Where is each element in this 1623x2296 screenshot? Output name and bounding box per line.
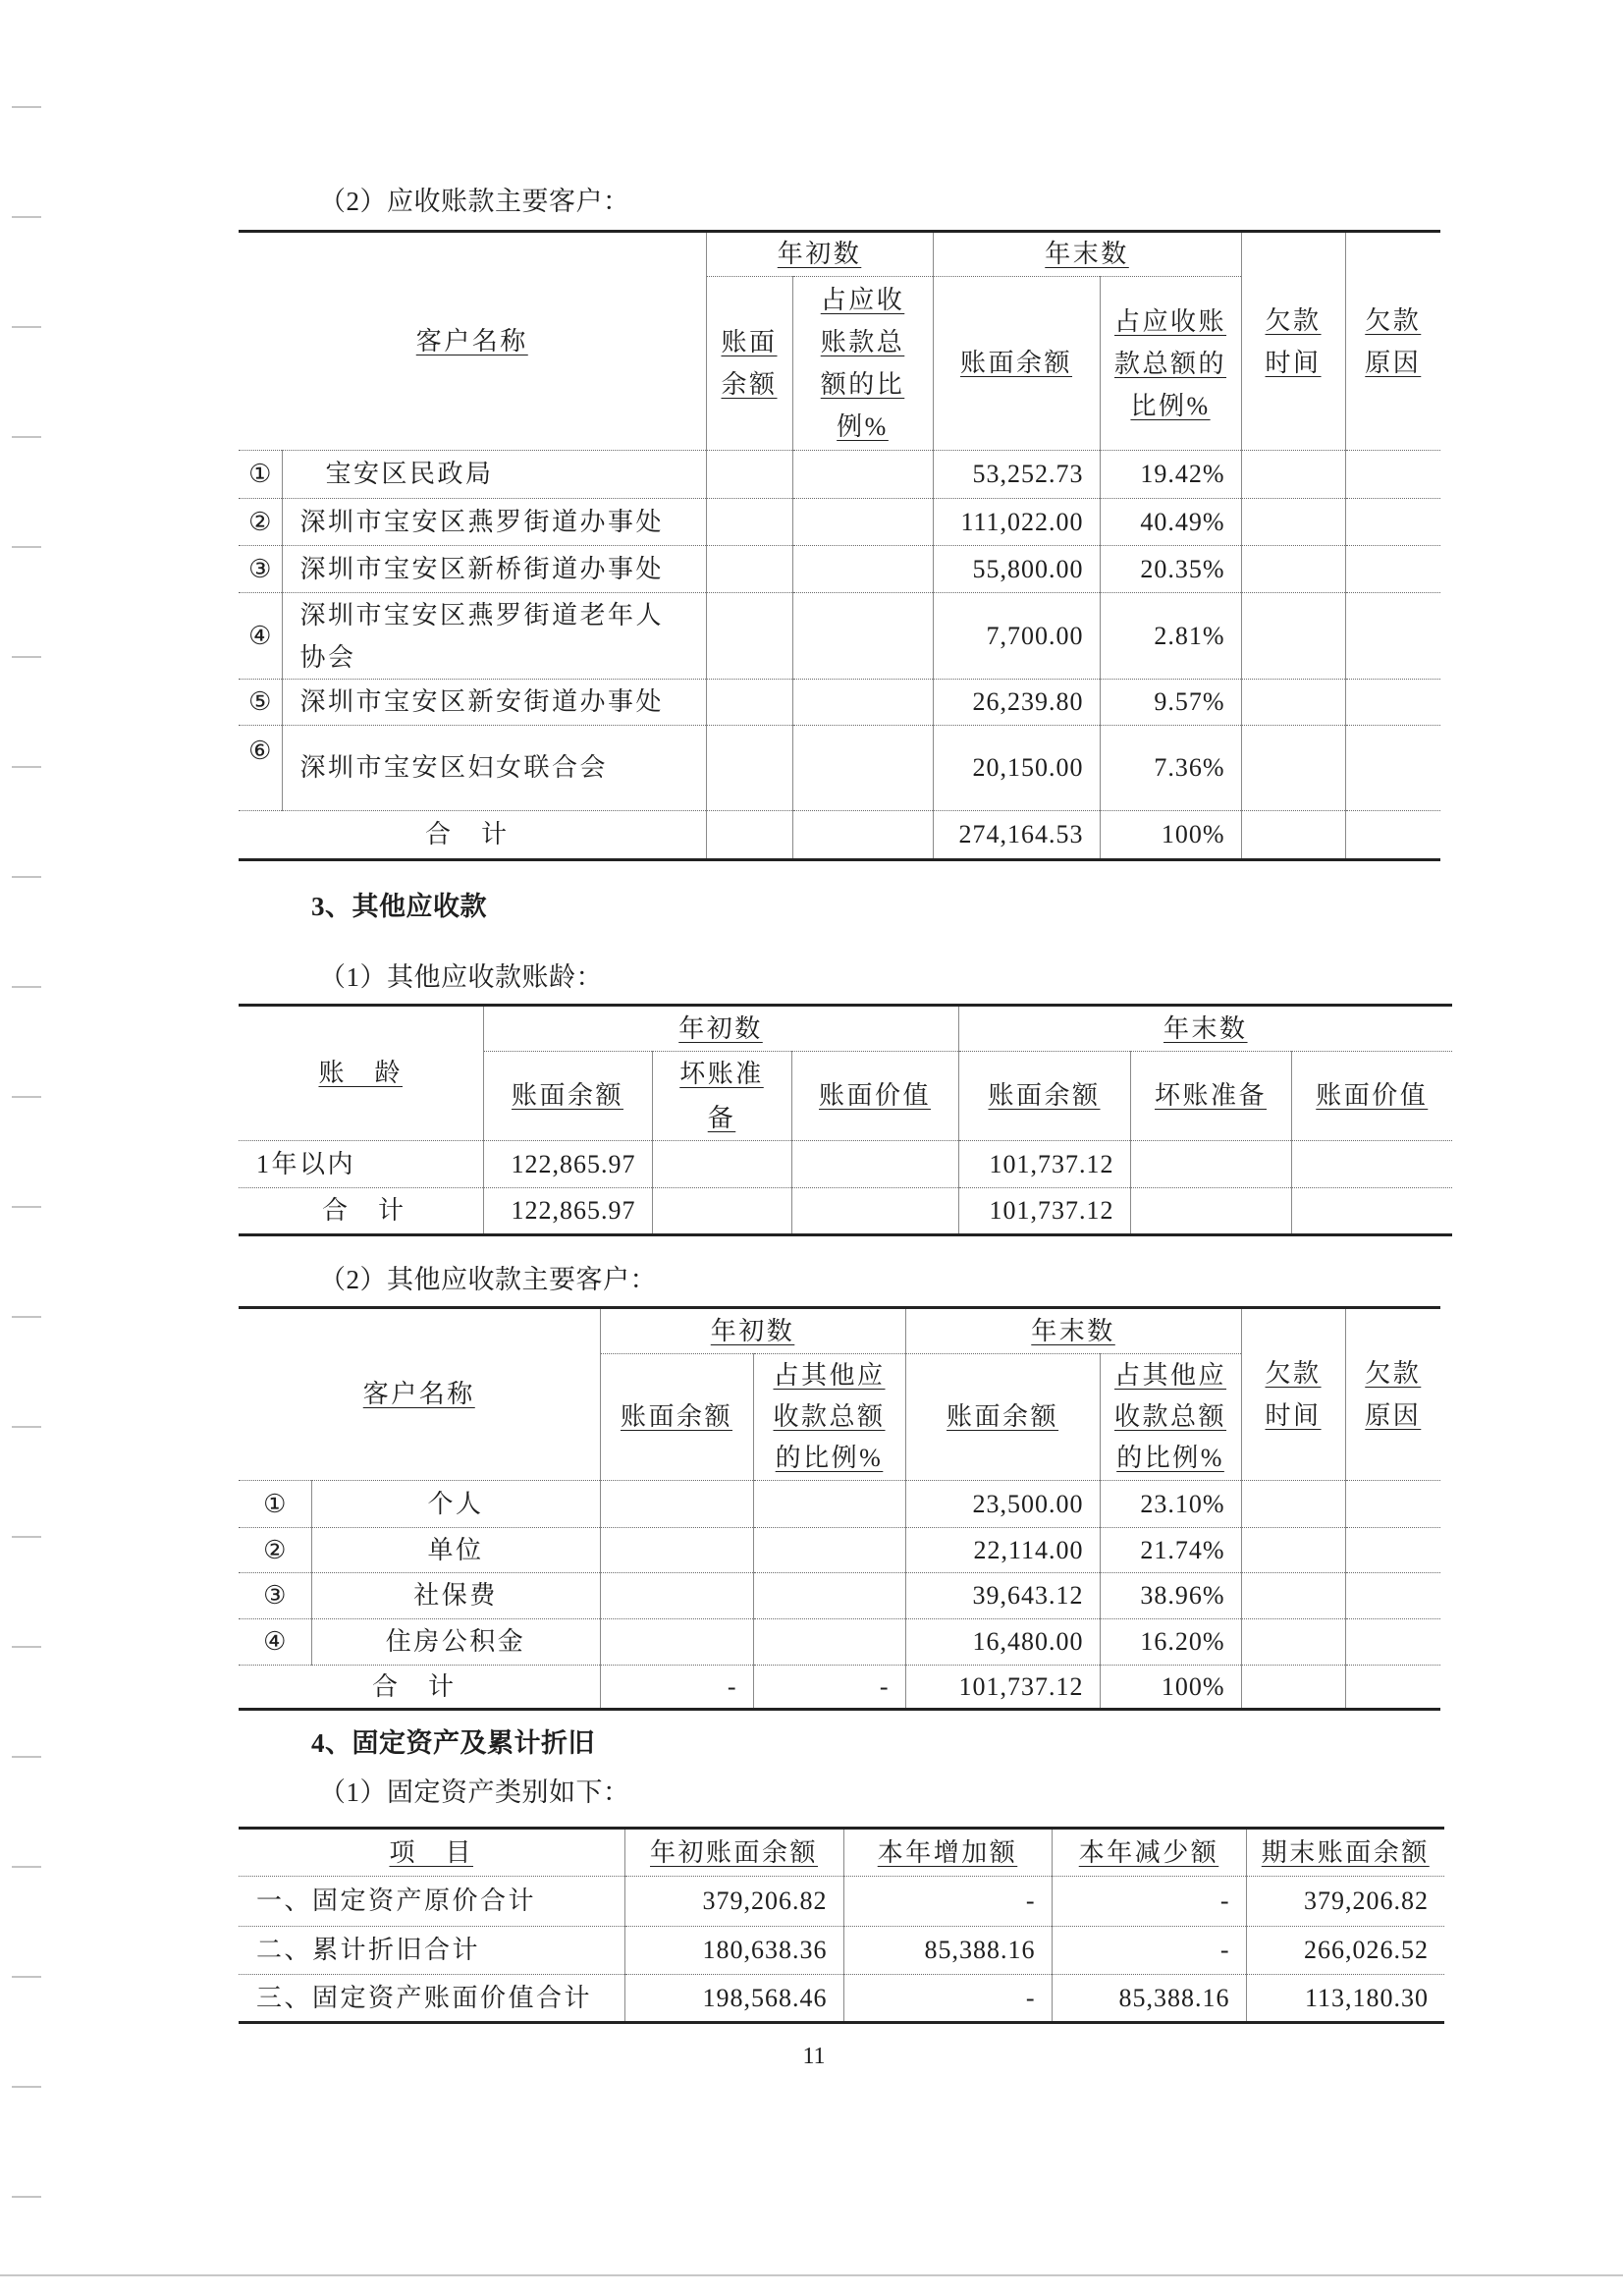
header-opening-bad-debt-label: 坏账准备 [679, 1060, 764, 1132]
closing-balance: 39,643.12 [905, 1573, 1100, 1619]
header-opening-label: 年初数 [678, 1013, 763, 1043]
closing-bad-debt-cell [1130, 1188, 1291, 1235]
header-opening-ratio-label: 占应收账款总额的比例% [820, 286, 905, 441]
total-closing-balance: 101,737.12 [905, 1666, 1100, 1710]
table-row [239, 1927, 1444, 1975]
other-receivables-customers-table [239, 1306, 1440, 1711]
opening-book-value-cell [791, 1188, 958, 1235]
header-closing-bad-debt-label: 坏账准备 [1155, 1081, 1268, 1110]
header-customer-name-label: 客户名称 [415, 326, 528, 355]
page-bottom-edge [0, 2274, 1623, 2276]
header-row [239, 1829, 1444, 1877]
closing-ratio: 23.10% [1100, 1481, 1241, 1528]
arrears-reason-cell [1345, 680, 1440, 726]
header-customer-name [239, 232, 706, 451]
header-closing-book-value [1291, 1052, 1452, 1141]
other-receivables-aging-caption: （1）其他应收款账龄： [319, 962, 603, 992]
header-closing-ratio [1100, 277, 1241, 451]
binding-hole-marks [12, 0, 41, 2296]
closing-ratio: 20.35% [1100, 546, 1241, 593]
closing-ratio: 19.42% [1100, 451, 1241, 499]
opening-balance-cell [706, 593, 792, 680]
customer-name: 住房公积金 [311, 1619, 600, 1666]
table-row [239, 546, 1440, 593]
table-row [239, 680, 1440, 726]
header-opening-balance [483, 1052, 652, 1141]
header-increase [843, 1829, 1052, 1877]
arrears-time-cell [1241, 546, 1345, 593]
header-arrears-reason-label: 欠款原因 [1365, 1359, 1422, 1430]
increase-value: 85,388.16 [843, 1927, 1052, 1975]
opening-balance-cell [706, 451, 792, 499]
closing-balance: 7,700.00 [933, 593, 1100, 680]
arrears-time-cell [1241, 726, 1345, 811]
closing-balance: 55,800.00 [933, 546, 1100, 593]
header-arrears-reason [1345, 1308, 1440, 1481]
total-row [239, 1188, 1452, 1235]
other-receivables-heading: 3、其他应收款 [311, 892, 487, 921]
opening-value: 180,638.36 [624, 1927, 843, 1975]
arrears-reason-cell [1345, 451, 1440, 499]
header-opening-balance-label: 账面余额 [721, 328, 778, 399]
opening-ratio-cell [792, 546, 933, 593]
total-opening-balance: 122,865.97 [483, 1188, 652, 1235]
opening-balance-cell [706, 811, 792, 860]
customer-name: 社保费 [311, 1573, 600, 1619]
total-closing-balance: 101,737.12 [958, 1188, 1130, 1235]
header-opening-label: 年初账面余额 [649, 1837, 818, 1867]
row-index: ① [239, 1481, 311, 1528]
header-closing [1246, 1829, 1444, 1877]
header-closing-balance-label: 账面余额 [947, 1402, 1059, 1431]
header-closing [905, 1308, 1241, 1354]
arrears-reason-cell [1345, 811, 1440, 860]
customer-name: 深圳市宝安区新安街道办事处 [282, 680, 706, 726]
header-closing-label: 年末数 [1163, 1013, 1248, 1043]
opening-ratio-cell [792, 726, 933, 811]
opening-ratio-cell [792, 499, 933, 546]
decrease-value: - [1052, 1877, 1246, 1927]
table-row [239, 726, 1440, 811]
header-closing-balance-label: 账面余额 [988, 1081, 1101, 1110]
arrears-time-cell [1241, 1528, 1345, 1573]
arrears-reason-cell [1345, 1481, 1440, 1528]
aging-label: 1年以内 [239, 1141, 483, 1188]
header-opening-label: 年初数 [777, 240, 862, 268]
header-opening-balance [600, 1354, 753, 1481]
row-index: ⑥ [239, 726, 282, 811]
header-closing-balance-label: 账面余额 [960, 349, 1073, 377]
header-closing-ratio-label: 占应收账款总额的比例% [1114, 306, 1227, 420]
opening-bad-debt-cell [652, 1141, 791, 1188]
customer-name: 深圳市宝安区燕罗街道老年人协会 [282, 593, 706, 680]
table-row [239, 1877, 1444, 1927]
header-opening-balance-label: 账面余额 [621, 1402, 733, 1431]
arrears-time-cell [1241, 1481, 1345, 1528]
opening-ratio-cell [792, 593, 933, 680]
header-customer-name-label: 客户名称 [362, 1380, 475, 1408]
header-closing-balance [958, 1052, 1130, 1141]
closing-balance: 111,022.00 [933, 499, 1100, 546]
header-closing-bad-debt [1130, 1052, 1291, 1141]
header-closing-balance [933, 277, 1100, 451]
header-opening [624, 1829, 843, 1877]
arrears-reason-cell [1345, 499, 1440, 546]
opening-value: 379,206.82 [624, 1877, 843, 1927]
header-aging [239, 1006, 483, 1141]
fixed-assets-heading: 4、固定资产及累计折旧 [311, 1728, 595, 1758]
increase-value: - [843, 1877, 1052, 1927]
table-row [239, 1619, 1440, 1666]
opening-balance-cell [600, 1481, 753, 1528]
closing-balance: 101,737.12 [958, 1141, 1130, 1188]
table-row [239, 1573, 1440, 1619]
header-closing-label: 期末账面余额 [1261, 1837, 1430, 1867]
arrears-reason-cell [1345, 726, 1440, 811]
header-opening-balance [706, 277, 792, 451]
header-decrease [1052, 1829, 1246, 1877]
total-label: 合 计 [239, 1666, 600, 1710]
other-receivables-aging-table [239, 1004, 1452, 1236]
receivables-customers-table [239, 230, 1440, 861]
customer-name: 深圳市宝安区妇女联合会 [282, 726, 706, 811]
header-opening-ratio [753, 1354, 905, 1481]
row-index: ① [239, 451, 282, 499]
decrease-value: - [1052, 1927, 1246, 1975]
item-label: 二、累计折旧合计 [239, 1927, 624, 1975]
closing-book-value-cell [1291, 1188, 1452, 1235]
header-arrears-reason [1345, 232, 1440, 451]
row-index: ② [239, 499, 282, 546]
header-closing-ratio [1100, 1354, 1241, 1481]
header-arrears-time [1241, 1308, 1345, 1481]
header-aging-label: 账 龄 [318, 1059, 403, 1087]
customer-name: 个人 [311, 1481, 600, 1528]
closing-ratio: 2.81% [1100, 593, 1241, 680]
header-item [239, 1829, 624, 1877]
header-opening-balance-label: 账面余额 [511, 1081, 623, 1110]
total-label: 合 计 [239, 1188, 483, 1235]
closing-value: 266,026.52 [1246, 1927, 1444, 1975]
total-opening-balance: - [600, 1666, 753, 1710]
row-index: ④ [239, 593, 282, 680]
header-row [239, 1006, 1452, 1052]
arrears-time-cell [1241, 680, 1345, 726]
arrears-time-cell [1241, 811, 1345, 860]
header-opening-book-value-label: 账面价值 [819, 1081, 932, 1110]
header-arrears-time [1241, 232, 1345, 451]
opening-value: 198,568.46 [624, 1975, 843, 2023]
opening-ratio-cell [753, 1573, 905, 1619]
arrears-reason-cell [1345, 546, 1440, 593]
total-closing-ratio: 100% [1100, 1666, 1241, 1710]
table-row [239, 451, 1440, 499]
header-closing [933, 232, 1241, 277]
opening-bad-debt-cell [652, 1188, 791, 1235]
closing-ratio: 21.74% [1100, 1528, 1241, 1573]
receivables-customers-caption: （2）应收账款主要客户： [319, 187, 630, 216]
closing-balance: 20,150.00 [933, 726, 1100, 811]
closing-balance: 26,239.80 [933, 680, 1100, 726]
arrears-time-cell [1241, 1666, 1345, 1710]
table-row [239, 1528, 1440, 1573]
total-label: 合 计 [239, 811, 706, 860]
customer-name: 深圳市宝安区燕罗街道办事处 [282, 499, 706, 546]
item-label: 三、固定资产账面价值合计 [239, 1975, 624, 2023]
total-opening-ratio: - [753, 1666, 905, 1710]
arrears-time-cell [1241, 593, 1345, 680]
header-arrears-reason-label: 欠款原因 [1365, 305, 1422, 377]
row-index: ③ [239, 546, 282, 593]
closing-bad-debt-cell [1130, 1141, 1291, 1188]
increase-value: - [843, 1975, 1052, 2023]
header-opening [600, 1308, 905, 1354]
header-closing-book-value-label: 账面价值 [1316, 1081, 1429, 1110]
opening-balance-cell [600, 1573, 753, 1619]
header-item-label: 项 目 [389, 1837, 473, 1867]
arrears-time-cell [1241, 499, 1345, 546]
table-row [239, 499, 1440, 546]
table-row [239, 1141, 1452, 1188]
opening-ratio-cell [792, 451, 933, 499]
opening-balance-cell [600, 1528, 753, 1573]
arrears-reason-cell [1345, 1528, 1440, 1573]
header-opening-ratio-label: 占其他应收款总额的比例% [773, 1361, 886, 1472]
header-row [239, 1308, 1440, 1354]
header-opening-label: 年初数 [710, 1316, 795, 1345]
opening-ratio-cell [792, 811, 933, 860]
total-row [239, 1666, 1440, 1710]
header-closing-balance [905, 1354, 1100, 1481]
row-index: ⑤ [239, 680, 282, 726]
header-opening-bad-debt [652, 1052, 791, 1141]
opening-balance-cell [706, 680, 792, 726]
arrears-reason-cell [1345, 1666, 1440, 1710]
closing-value: 113,180.30 [1246, 1975, 1444, 2023]
table-row [239, 1481, 1440, 1528]
opening-balance-cell [706, 726, 792, 811]
opening-ratio-cell [753, 1619, 905, 1666]
closing-ratio: 7.36% [1100, 726, 1241, 811]
header-row [239, 232, 1440, 277]
table-row [239, 1975, 1444, 2023]
item-label: 一、固定资产原价合计 [239, 1877, 624, 1927]
header-decrease-label: 本年减少额 [1078, 1837, 1219, 1867]
header-arrears-time-label: 欠款时间 [1265, 1359, 1322, 1430]
customer-name: 深圳市宝安区新桥街道办事处 [282, 546, 706, 593]
fixed-assets-table [239, 1827, 1444, 2024]
closing-ratio: 9.57% [1100, 680, 1241, 726]
opening-ratio-cell [753, 1481, 905, 1528]
closing-balance: 22,114.00 [905, 1528, 1100, 1573]
opening-balance-cell [706, 546, 792, 593]
fixed-assets-categories-caption: （1）固定资产类别如下： [319, 1777, 630, 1807]
decrease-value: 85,388.16 [1052, 1975, 1246, 2023]
header-opening [706, 232, 933, 277]
header-arrears-time-label: 欠款时间 [1265, 305, 1322, 377]
row-index: ③ [239, 1573, 311, 1619]
header-customer-name [239, 1308, 600, 1481]
arrears-time-cell [1241, 1619, 1345, 1666]
total-closing-ratio: 100% [1100, 811, 1241, 860]
opening-book-value-cell [791, 1141, 958, 1188]
arrears-time-cell [1241, 451, 1345, 499]
table-row [239, 593, 1440, 680]
opening-balance-cell [706, 499, 792, 546]
total-row [239, 811, 1440, 860]
arrears-reason-cell [1345, 593, 1440, 680]
closing-balance: 53,252.73 [933, 451, 1100, 499]
header-closing [958, 1006, 1452, 1052]
opening-ratio-cell [753, 1528, 905, 1573]
arrears-time-cell [1241, 1573, 1345, 1619]
closing-ratio: 38.96% [1100, 1573, 1241, 1619]
other-receivables-customers-caption: （2）其他应收款主要客户： [319, 1265, 657, 1294]
arrears-reason-cell [1345, 1573, 1440, 1619]
header-closing-label: 年末数 [1031, 1316, 1115, 1345]
customer-name: 宝安区民政局 [282, 451, 706, 499]
header-opening [483, 1006, 958, 1052]
page-number: 11 [802, 2044, 826, 2069]
row-index: ④ [239, 1619, 311, 1666]
header-closing-ratio-label: 占其他应收款总额的比例% [1114, 1361, 1227, 1472]
opening-balance: 122,865.97 [483, 1141, 652, 1188]
closing-balance: 23,500.00 [905, 1481, 1100, 1528]
header-closing-label: 年末数 [1045, 240, 1129, 268]
row-index: ② [239, 1528, 311, 1573]
header-opening-book-value [791, 1052, 958, 1141]
header-opening-ratio [792, 277, 933, 451]
closing-book-value-cell [1291, 1141, 1452, 1188]
customer-name: 单位 [311, 1528, 600, 1573]
closing-balance: 16,480.00 [905, 1619, 1100, 1666]
closing-ratio: 16.20% [1100, 1619, 1241, 1666]
total-closing-balance: 274,164.53 [933, 811, 1100, 860]
opening-ratio-cell [792, 680, 933, 726]
closing-ratio: 40.49% [1100, 499, 1241, 546]
closing-value: 379,206.82 [1246, 1877, 1444, 1927]
header-increase-label: 本年增加额 [877, 1837, 1018, 1867]
opening-balance-cell [600, 1619, 753, 1666]
arrears-reason-cell [1345, 1619, 1440, 1666]
